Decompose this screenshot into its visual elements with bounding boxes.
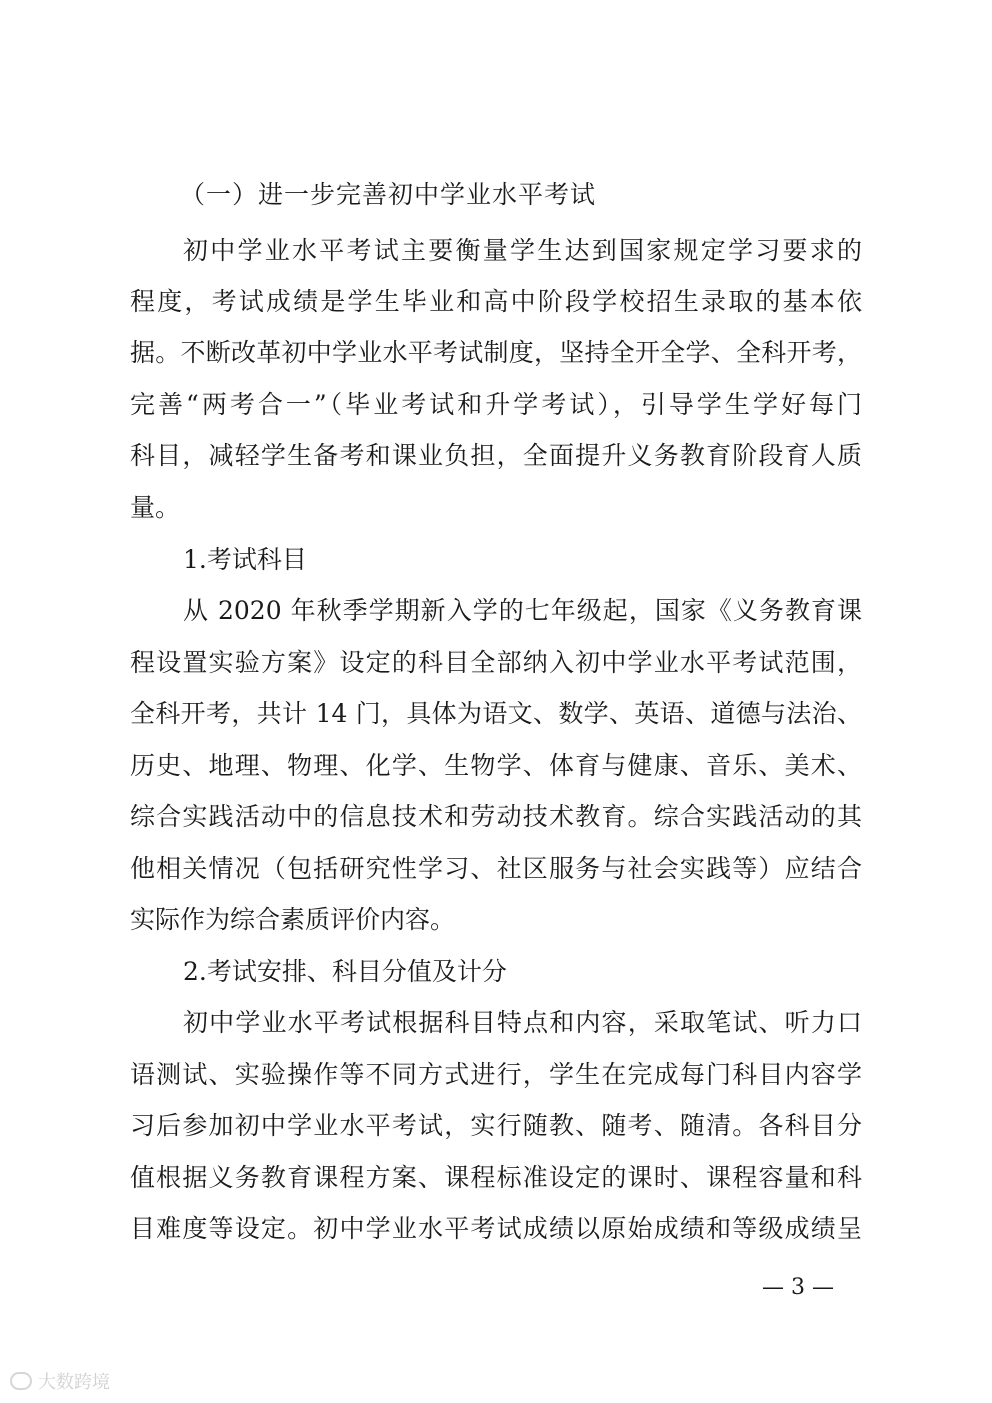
paragraph-line: 语测试、实验操作等不同方式进行，学生在完成每门科目内容学 [130, 1060, 862, 1089]
watermark-logo-icon [10, 1372, 32, 1390]
paragraph-line: 完善“两考合一”（毕业考试和升学考试），引导学生学好每门 [130, 390, 862, 419]
section-heading: （一）进一步完善初中学业水平考试 [180, 180, 597, 209]
paragraph-line: 量。 [130, 493, 181, 522]
paragraph-line: 历史、地理、物理、化学、生物学、体育与健康、音乐、美术、 [130, 751, 862, 780]
watermark [10, 1368, 110, 1394]
paragraph-line: 据。不断改革初中学业水平考试制度，坚持全开全学、全科开考， [130, 338, 862, 367]
paragraph-line: 科目，减轻学生备考和课业负担，全面提升义务教育阶段育人质 [130, 441, 862, 470]
paragraph-line: 初中学业水平考试主要衡量学生达到国家规定学习要求的 [183, 236, 862, 265]
subsection-title: 1.考试科目 [183, 545, 307, 574]
paragraph-line: 初中学业水平考试根据科目特点和内容，采取笔试、听力口 [183, 1008, 862, 1037]
subsection-title: 2.考试安排、科目分值及计分 [183, 957, 507, 986]
paragraph-line: 综合实践活动中的信息技术和劳动技术教育。综合实践活动的其 [130, 802, 862, 831]
paragraph-line: 目难度等设定。初中学业水平考试成绩以原始成绩和等级成绩呈 [130, 1214, 862, 1243]
paragraph-line: 程度，考试成绩是学生毕业和高中阶段学校招生录取的基本依 [130, 287, 862, 316]
paragraph-line: 习后参加初中学业水平考试，实行随教、随考、随清。各科目分 [130, 1111, 862, 1140]
paragraph-line: 实际作为综合素质评价内容。 [130, 905, 456, 934]
paragraph-line: 程设置实验方案》设定的科目全部纳入初中学业水平考试范围， [130, 648, 862, 677]
paragraph-line: 他相关情况（包括研究性学习、社区服务与社会实践等）应结合 [130, 854, 862, 883]
paragraph-line: 全科开考，共计 14 门，具体为语文、数学、英语、道德与法治、 [130, 699, 862, 728]
page-number: — 3 — [762, 1275, 834, 1300]
paragraph-line: 值根据义务教育课程方案、课程标准设定的课时、课程容量和科 [130, 1163, 862, 1192]
paragraph-line: 从 2020 年秋季学期新入学的七年级起，国家《义务教育课 [183, 596, 862, 625]
watermark-text: 大数跨境 [38, 1372, 110, 1393]
